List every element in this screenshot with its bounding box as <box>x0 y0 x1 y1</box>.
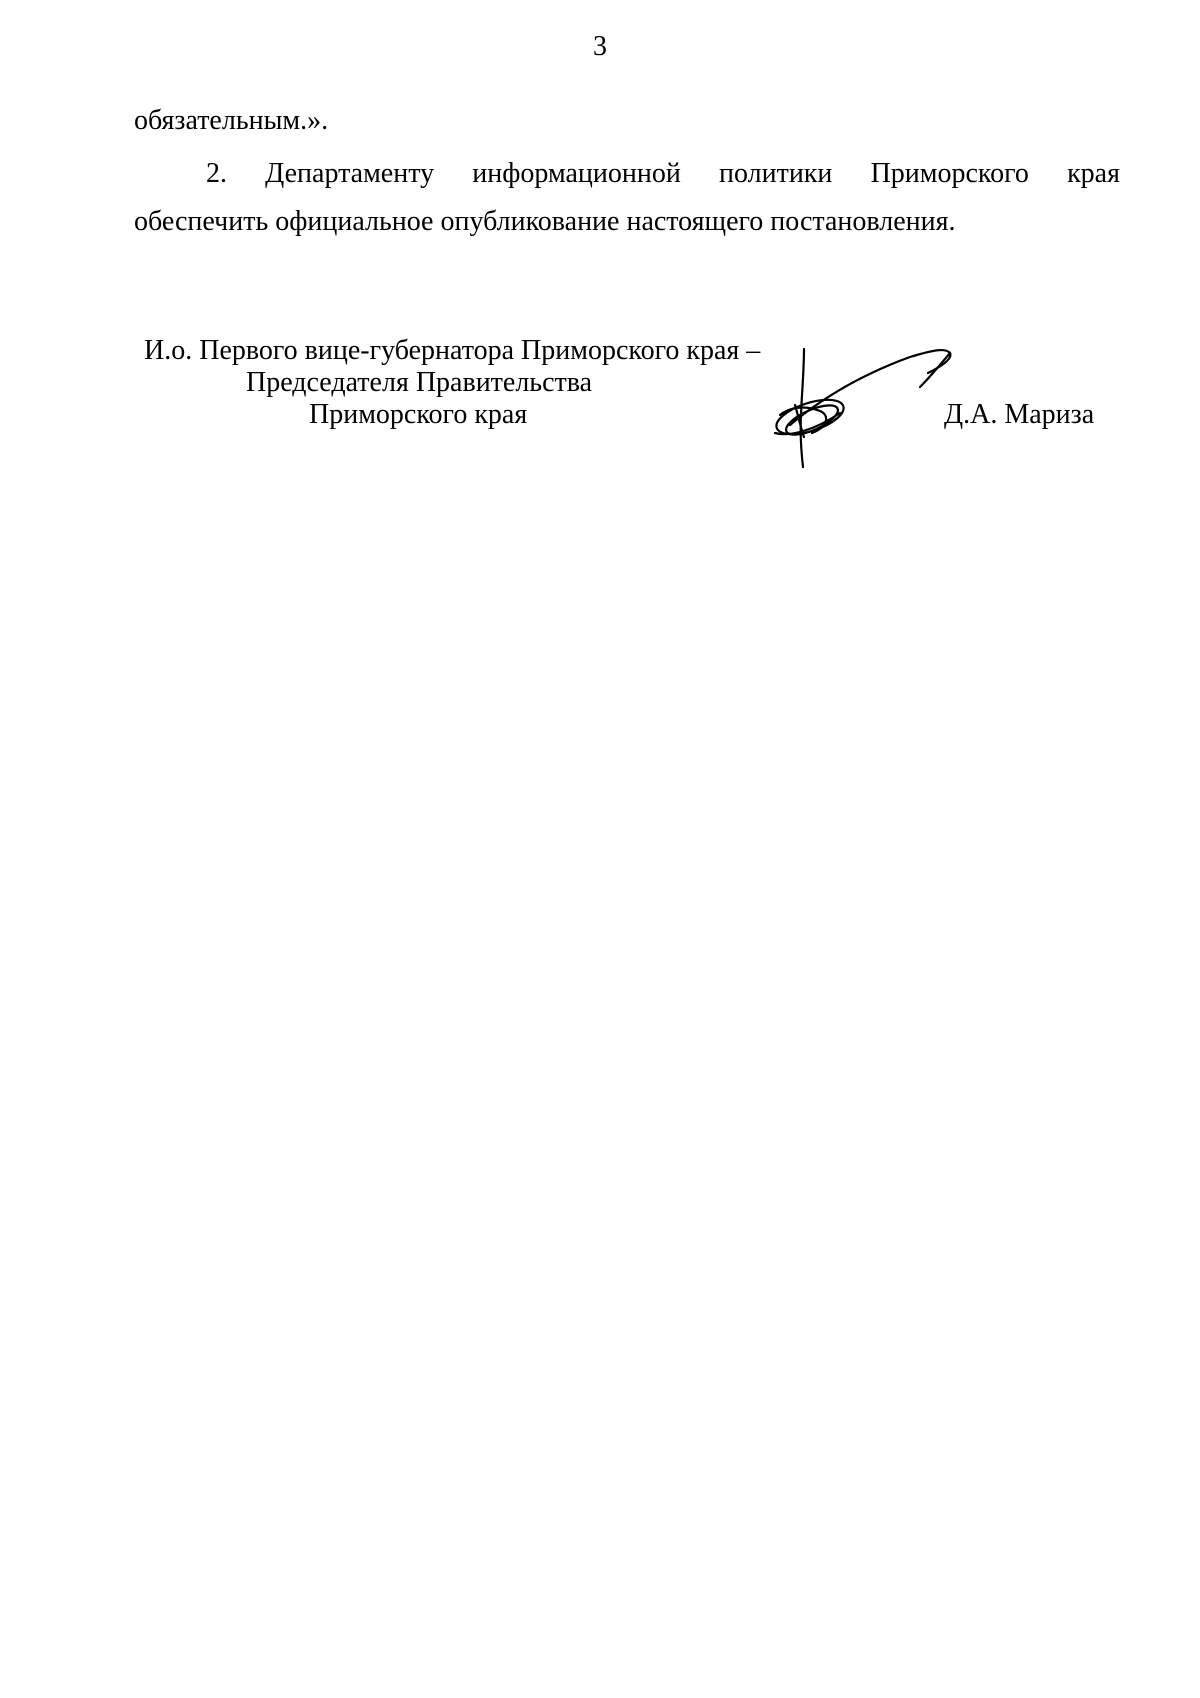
paragraph-2-line-1 <box>134 150 1120 198</box>
signatory-name: Д.А. Мариза <box>944 399 1095 430</box>
paragraph-word: 2. <box>206 158 227 189</box>
paragraph-word: информационной <box>472 158 681 189</box>
paragraph-word: края <box>1067 158 1120 189</box>
paragraph-word: Приморского <box>870 158 1029 189</box>
signatory-title-line-3: Приморского края <box>309 399 528 430</box>
signatory-title-line-2: Председателя Правительства <box>246 367 593 398</box>
signatory-title-line-1: И.о. Первого вице-губернатора Приморского края – <box>144 335 761 366</box>
paragraph-2 <box>134 150 1120 246</box>
page-number: 3 <box>593 31 607 62</box>
paragraph-word: Департаменту <box>265 158 435 189</box>
paragraph-word: политики <box>719 158 833 189</box>
continuation-text: обязательным.». <box>134 105 329 136</box>
handwritten-signature <box>760 345 960 470</box>
paragraph-2-line-2: обеспечить официальное опубликование настоящего постановления. <box>134 206 956 237</box>
